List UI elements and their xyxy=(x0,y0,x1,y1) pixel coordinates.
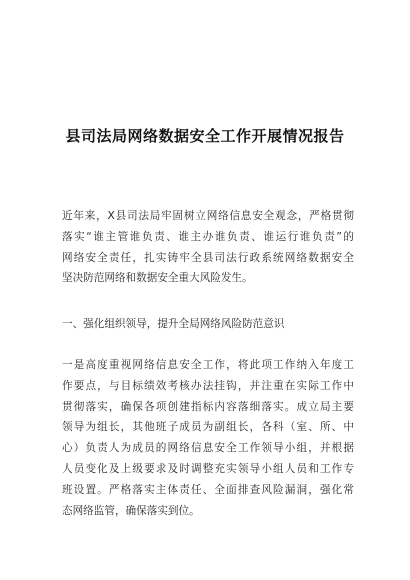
paragraph-line: 作要点，与目标绩效考核办法挂钩，并注重在实际工作中 xyxy=(62,379,354,392)
paragraph-line: 网络安全责任，扎实铸牢全县司法行政系统网络数据安全 xyxy=(62,251,354,264)
intro-paragraph xyxy=(62,206,354,289)
paragraph-line: 坚决防范网络和数据安全重大风险发生。 xyxy=(62,272,253,285)
paragraph-line: 一是高度重视网络信息安全工作，将此项工作纳入年度工 xyxy=(62,359,354,371)
paragraph-line: 落实“谁主管谁负责、谁主办谁负责、谁运行谁负责”的 xyxy=(62,230,354,243)
section-heading: 一、强化组织领导，提升全局网络风险防范意识 xyxy=(62,318,285,330)
document-title: 县司法局网络数据安全工作开展情况报告 xyxy=(65,127,345,145)
paragraph-line: 心）负责人为成员的网络信息安全工作领导小组，并根据 xyxy=(62,442,354,455)
paragraph-line: 态网络监管，确保落实到位。 xyxy=(62,504,200,517)
paragraph-line: 近年来，X县司法局牢固树立网络信息安全观念，严格贯彻 xyxy=(62,210,354,222)
paragraph-line: 领导为组长，其他班子成员为副组长，各科（室、所、中 xyxy=(62,421,354,434)
paragraph-line: 班设置。严格落实主体责任、全面排查风险漏洞，强化常 xyxy=(62,483,354,496)
paragraph-line: 人员变化及上级要求及时调整充实领导小组人员和工作专 xyxy=(62,462,354,475)
paragraph-line: 贯彻落实，确保各项创建指标内容落细落实。成立局主要 xyxy=(62,400,354,413)
section-paragraph xyxy=(62,355,354,521)
